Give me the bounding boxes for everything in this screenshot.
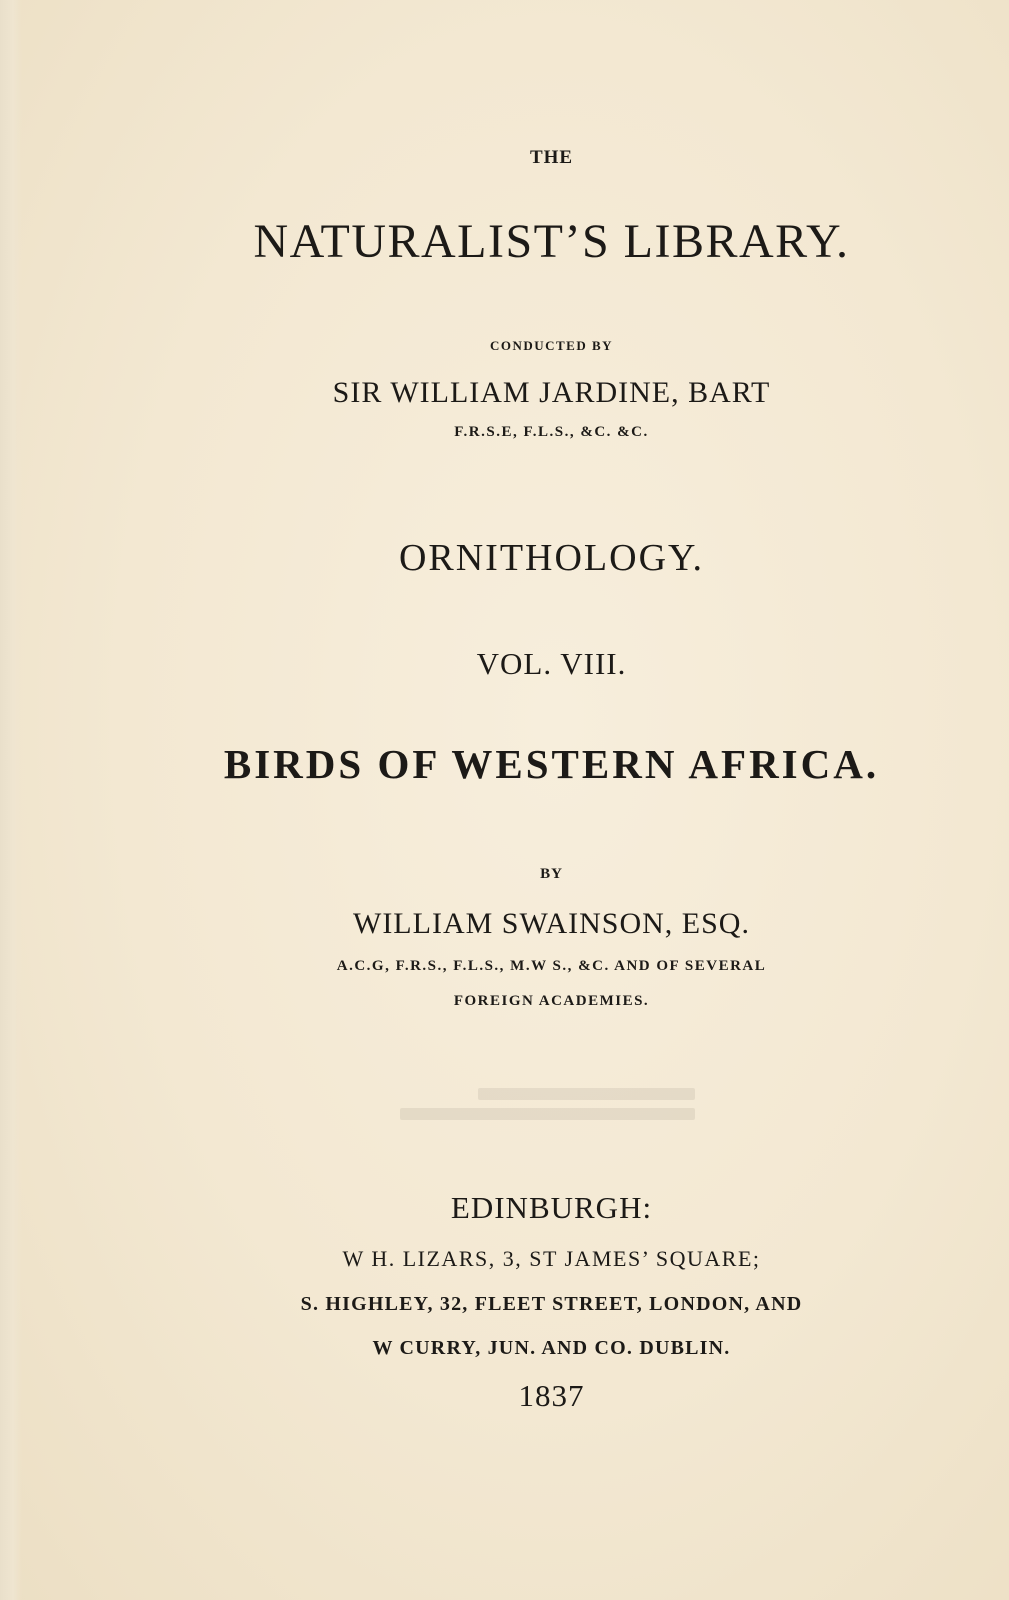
conducted-by-label: CONDUCTED BY — [489, 338, 614, 353]
publisher-line3: W CURRY, JUN. AND CO. DUBLIN. — [372, 1337, 731, 1359]
series-the: THE — [529, 147, 574, 168]
publication-year: 1837 — [518, 1378, 585, 1413]
volume-title: BIRDS OF WESTERN AFRICA. — [223, 741, 880, 787]
volume-number: VOL. VIII. — [476, 646, 627, 681]
series-title: NATURALIST’S LIBRARY. — [253, 215, 850, 268]
publisher-line2: S. HIGHLEY, 32, FLEET STREET, LONDON, AND — [300, 1293, 803, 1315]
author-name: WILLIAM SWAINSON, ESQ. — [353, 907, 750, 940]
subject-heading: ORNITHOLOGY. — [398, 537, 705, 579]
author-credentials-line1: A.C.G, F.R.S., F.L.S., M.W S., &C. AND OF SEVERAL — [336, 958, 767, 974]
editor-name: SIR WILLIAM JARDINE, BART — [332, 376, 771, 409]
bleed-through-text — [400, 1080, 710, 1140]
imprint-city: EDINBURGH: — [450, 1190, 653, 1225]
editor-credentials: F.R.S.E, F.L.S., &C. &C. — [454, 424, 649, 440]
publisher-line1: W H. LIZARS, 3, ST JAMES’ SQUARE; — [342, 1246, 761, 1271]
paper-edge — [0, 0, 22, 1600]
author-credentials-line2: FOREIGN ACADEMIES. — [453, 993, 650, 1009]
by-label: BY — [540, 866, 563, 882]
